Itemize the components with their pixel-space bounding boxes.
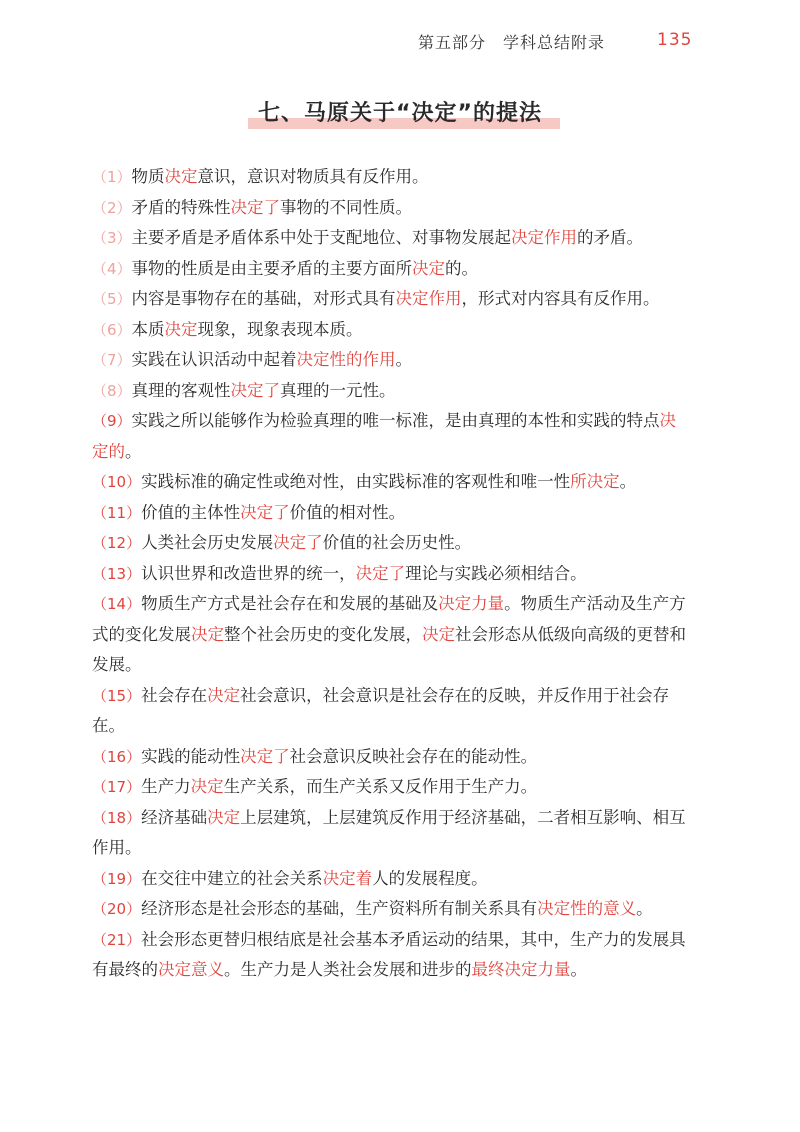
highlight-term: 决定 (164, 319, 198, 339)
list-item (92, 315, 692, 346)
item-text: 价值的相对性。 (289, 502, 406, 522)
item-text: 在交往中建立的社会关系 (141, 868, 323, 888)
list-item (92, 498, 692, 529)
item-number: （15） (92, 686, 142, 705)
highlight-term: 决定了 (273, 533, 323, 552)
item-text: 意识，意识对物质具有反作用。 (197, 167, 429, 186)
item-text: 真理的一元性。 (280, 380, 396, 400)
item-text: 。 (619, 472, 637, 491)
item-text: 现象，现象表现本质。 (197, 319, 363, 339)
list-item (92, 345, 692, 376)
item-number: （21） (92, 930, 142, 949)
item-text: 经济形态是社会形态的基础，生产资料所有制关系具有 (141, 899, 538, 918)
item-text: 人的发展程度。 (372, 868, 488, 888)
highlight-term: 决定了 (230, 197, 281, 217)
list-item (92, 376, 692, 407)
item-text: 理论与实践必须相结合。 (405, 563, 587, 583)
highlight-term: 决定性的作用 (296, 350, 396, 369)
item-text: 。 (395, 350, 413, 369)
list-item (92, 681, 692, 742)
highlight-term: 决定着 (322, 868, 373, 888)
item-text: 内容是事物存在的基础，对形式具有 (131, 289, 396, 308)
statement-list (92, 162, 692, 986)
item-text: 社会存在 (141, 685, 208, 705)
running-header: 第五部分 学科总结附录 (418, 33, 606, 52)
highlight-term: 最终决定力量 (471, 960, 571, 979)
item-number: （7） (92, 351, 132, 369)
highlight-term: 决定了 (230, 380, 281, 400)
item-text: 。 (570, 960, 587, 979)
item-text: 认识世界和改造世界的统一， (141, 563, 356, 583)
item-text: 价值的社会历史性。 (322, 533, 472, 552)
item-number: （9） (92, 412, 132, 430)
item-text: 生产力 (141, 777, 191, 796)
item-text: 物质 (131, 167, 165, 186)
item-text: 社会形态更替归根结底是社会基本矛盾运动的结果，其中，生产力的发展具有最终的 (92, 929, 686, 979)
item-number: （1） (92, 168, 132, 186)
highlight-term: 决定 (207, 685, 241, 705)
item-text: 价值的主体性 (141, 502, 241, 522)
list-item (92, 925, 692, 986)
item-text: 真理的客观性 (131, 380, 231, 400)
item-number: （20） (92, 900, 142, 918)
highlight-term: 决定力量 (438, 594, 505, 613)
item-text: 的。 (445, 258, 479, 278)
item-number: （8） (92, 381, 132, 400)
highlight-term: 决定 (412, 258, 446, 278)
highlight-term: 决定了 (240, 746, 290, 766)
list-item (92, 742, 692, 773)
highlight-term: 决定作用 (395, 289, 462, 308)
highlight-term: 决定性的意义 (537, 899, 637, 918)
item-number: （12） (92, 534, 142, 552)
item-text: 事物的性质是由主要矛盾的主要方面所 (131, 258, 413, 278)
list-item (92, 467, 692, 498)
item-text: 实践之所以能够作为检验真理的唯一标准，是由真理的本性和实践的特点 (131, 411, 660, 430)
item-text: 。 (636, 899, 653, 918)
highlight-term: 决定 (164, 167, 198, 186)
item-number: （17） (92, 778, 142, 796)
list-item (92, 559, 692, 590)
item-text: 实践标准的确定性或绝对性，由实践标准的客观性和唯一性 (141, 472, 571, 491)
item-text: 生产关系，而生产关系又反作用于生产力。 (223, 777, 538, 796)
item-number: （11） (92, 503, 142, 522)
item-text: 物质生产方式是社会存在和发展的基础及 (141, 594, 439, 613)
list-item (92, 589, 692, 681)
item-text: 主要矛盾是矛盾体系中处于支配地位、对事物发展起 (131, 228, 512, 247)
list-item (92, 284, 692, 315)
list-item (92, 193, 692, 224)
highlight-term: 决定 (207, 807, 241, 827)
item-text: 。物质生产活动及生产方式的变化发展 (92, 594, 686, 644)
highlight-term: 决定意义 (158, 960, 224, 979)
item-number: （16） (92, 747, 142, 766)
item-text: 事物的不同性质。 (280, 197, 413, 217)
list-item (92, 528, 692, 559)
item-text: 实践的能动性 (141, 746, 241, 766)
item-text: 上层建筑，上层建筑反作用于经济基础，二者相互影响、相互作用。 (92, 807, 686, 857)
list-item (92, 803, 692, 864)
list-item (92, 894, 692, 925)
list-item (92, 864, 692, 895)
highlight-term: 决定作用 (511, 228, 578, 247)
item-number: （3） (92, 229, 132, 247)
highlight-term: 决定了 (355, 563, 406, 583)
item-number: （13） (92, 564, 142, 583)
highlight-term: 所决定 (570, 472, 620, 491)
highlight-term: 决定 (190, 777, 224, 796)
item-number: （14） (92, 595, 142, 613)
item-text: 的矛盾。 (577, 228, 644, 247)
highlight-term: 决定 (422, 624, 455, 644)
list-item (92, 772, 692, 803)
item-number: （4） (92, 259, 132, 278)
item-text: ，形式对内容具有反作用。 (461, 289, 660, 308)
section-title: 七、马原关于“决定”的提法 (248, 96, 552, 127)
title-wrap (0, 96, 800, 127)
list-item (92, 223, 692, 254)
item-number: （5） (92, 290, 132, 308)
list-item (92, 406, 692, 467)
item-text: 社会意识，社会意识是社会存在的反映，并反作用于社会存在。 (92, 685, 670, 735)
list-item (92, 254, 692, 285)
item-text: 整个社会历史的变化发展， (224, 624, 422, 644)
item-number: （2） (92, 198, 132, 217)
item-text: 。生产力是人类社会发展和进步的 (224, 960, 472, 979)
item-text: 社会意识反映社会存在的能动性。 (289, 746, 538, 766)
highlight-term: 决定了 (240, 502, 290, 522)
highlight-term: 决定的 (92, 411, 677, 461)
page-number: 135 (657, 30, 693, 50)
item-text: 人类社会历史发展 (141, 533, 274, 552)
item-text: 本质 (131, 319, 165, 339)
item-number: （10） (92, 473, 142, 491)
item-text: 社会形态从低级向高级的更替和发展。 (92, 624, 686, 674)
highlight-term: 决定 (191, 624, 224, 644)
item-number: （6） (92, 320, 132, 339)
item-number: （18） (92, 808, 142, 827)
item-number: （19） (92, 869, 142, 888)
item-text: 经济基础 (141, 807, 208, 827)
item-text: 实践在认识活动中起着 (131, 350, 297, 369)
item-text: 。 (125, 441, 142, 461)
item-text: 矛盾的特殊性 (131, 197, 231, 217)
list-item (92, 162, 692, 193)
